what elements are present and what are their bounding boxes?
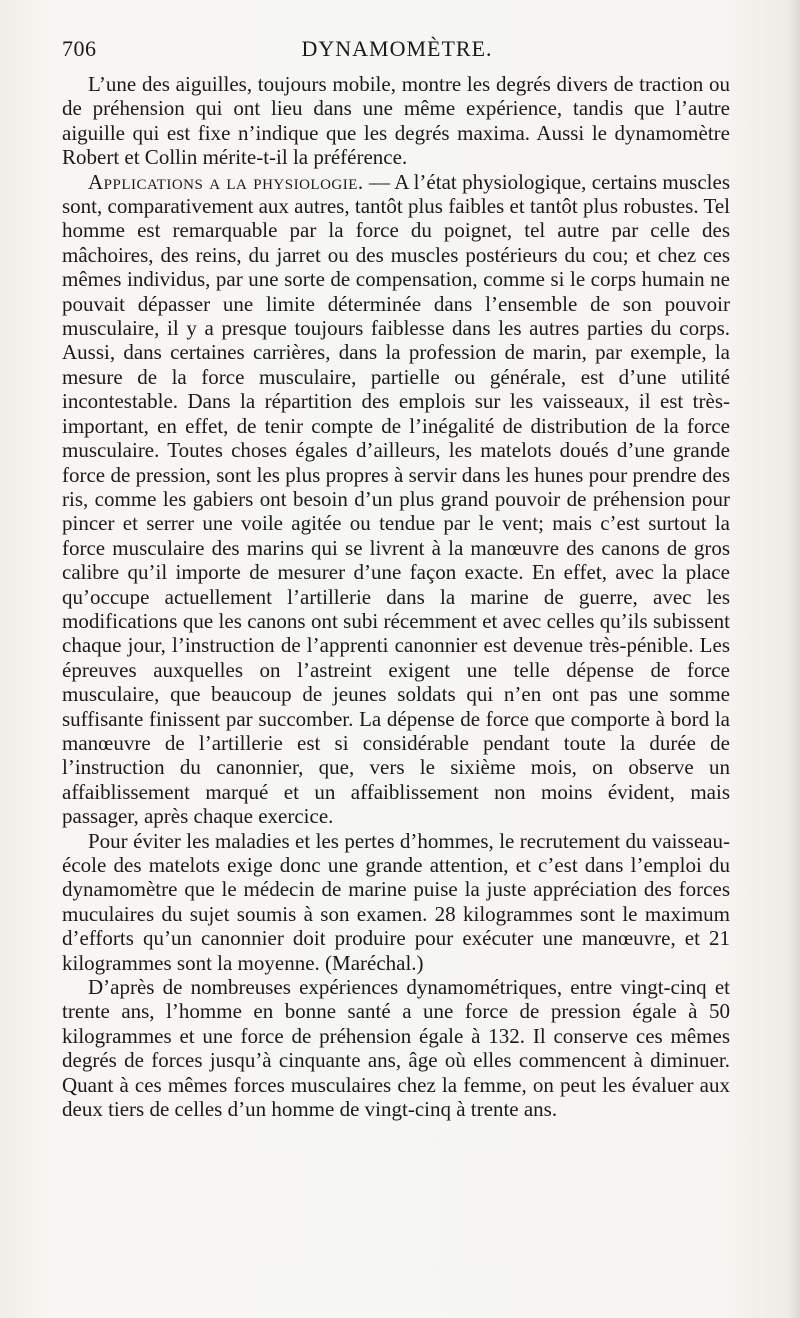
paragraph-2 [62,170,730,829]
page-header [62,36,732,66]
paragraph-2-text: — A l’état physiologique, certains muscles sont, comparativement aux autres, tantôt plus faibles et tantôt plus robustes. Tel homme est remarquable par la force du poignet, tel autre par celle des mâchoires, des reins, du jarret ou des muscles postérieurs du cou; et chez ces mêmes individus, par une sorte de compensation, comme si le corps humain ne pouvait dépasser une limite déterminée dans l’ensemble de son pouvoir musculaire, il y a presque toujours faiblesse dans les autres parties du corps. Aussi, dans certaines carrières, dans la profession de marin, par exemple, la mesure de la force musculaire, partielle ou générale, est d’une utilité incontestable. Dans la répartition des emplois sur les vaisseaux, il est très-important, en effet, de tenir compte de l’inégalité de distribution de la force musculaire. Toutes choses égales d’ailleurs, les matelots doués d’une grande force de pression, sont les plus propres à servir dans les hunes pour prendre des ris, comme les gabiers ont besoin d’un plus grand pouvoir de préhension pour pincer et serrer une voile agitée ou tendue par le vent; mais c’est surtout la force musculaire des marins qui se livrent à la manœuvre des canons de gros calibre qu’il importe de mesurer d’une façon exacte. En effet, avec la place qu’occupe actuellement l’artillerie dans la marine de guerre, avec les modifications que les canons ont subi récemment et avec celles qu’ils subissent chaque jour, l’instruction de l’apprenti canonnier est devenue très-pénible. Les épreuves auxquelles on l’astreint exigent une telle dépense de force musculaire, que beaucoup de jeunes soldats qui n’en ont pas une somme suffisante finissent par succomber. La dépense de force que comporte à bord la manœuvre de l’artillerie est si considérable pendant toute la durée de l’instruction du canonnier, que, vers le sixième mois, on observe un affaiblissement marqué et un affaiblissement non moins évident, mais passager, après chaque exercice. [62,169,731,829]
section-heading: Applications a la physiologie. [88,169,364,194]
page-number: 706 [62,36,97,61]
body-text [62,72,730,1121]
paragraph-1: L’une des aiguilles, toujours mobile, montre les degrés divers de traction ou de préhension qui ont lieu dans une même expérience, tandis que l’autre aiguille qui est fixe n’indique que les degrés maxima. Aussi le dynamomètre Robert et Collin mérite-t-il la préférence. [62,72,730,170]
paragraph-4: D’après de nombreuses expériences dynamométriques, entre vingt-cinq et trente ans, l’homme en bonne santé a une force de pression égale à 50 kilogrammes et une force de préhension égale à 132. Il conserve ces mêmes degrés de forces jusqu’à cinquante ans, âge où elles commencent à diminuer. Quant à ces mêmes forces musculaires chez la femme, on peut les évaluer aux deux tiers de celles d’un homme de vingt-cinq à trente ans. [62,975,730,1122]
page-edge-shadow [788,0,800,1318]
running-title: DYNAMOMÈTRE. [301,36,493,61]
paragraph-3: Pour éviter les maladies et les pertes d’hommes, le recrutement du vaisseau-école des matelots exige donc une grande attention, et c’est dans l’emploi du dynamomètre que le médecin de marine puise la juste appréciation des forces muculaires du sujet soumis à son examen. 28 kilogrammes sont le maximum d’efforts qu’un canonnier doit produire pour exécuter une manœuvre, et 21 kilogrammes sont la moyenne. (Maréchal.) [62,828,730,975]
